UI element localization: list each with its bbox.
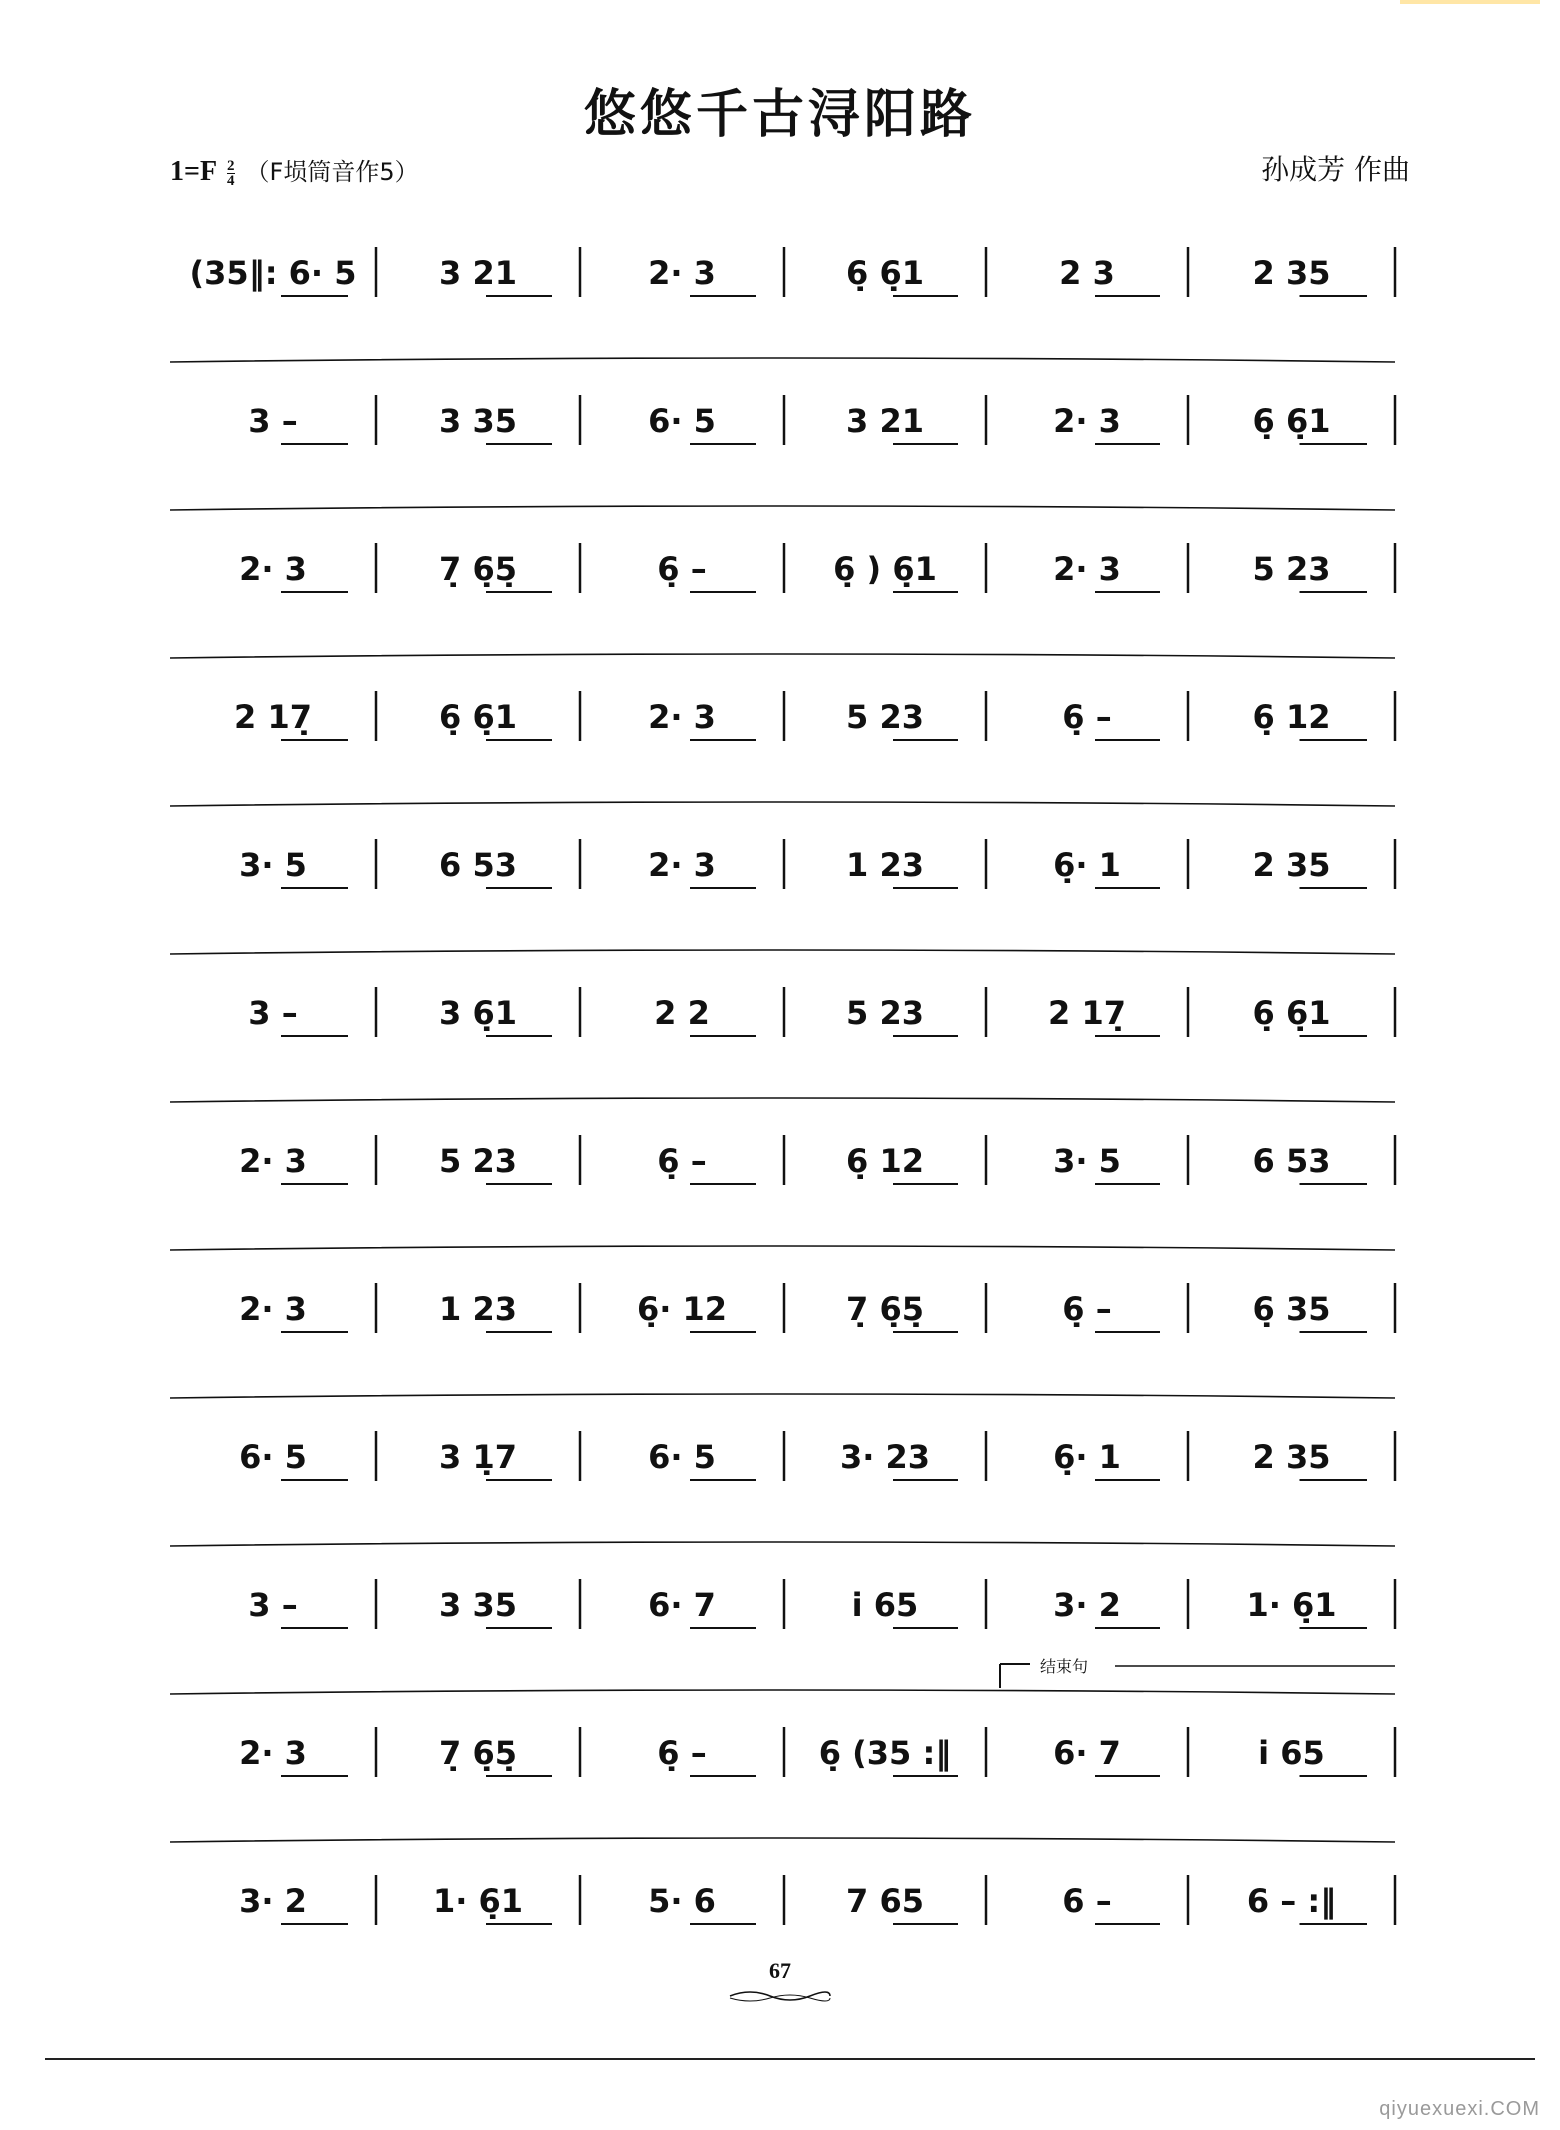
measure-notes: 3· 2	[239, 1882, 307, 1920]
measure-notes: 2· 3	[648, 846, 716, 884]
measure-notes: 6̣ 6̣1	[846, 254, 924, 292]
slur	[170, 802, 1395, 806]
time-signature-denominator: 4	[227, 173, 235, 190]
measure-notes: 6̣ –	[1062, 1290, 1112, 1328]
slur	[170, 1246, 1395, 1250]
measure-notes: 2· 3	[648, 254, 716, 292]
slur	[170, 654, 1395, 658]
measure-notes: 3· 5	[1053, 1142, 1121, 1180]
measure-notes: 2 2	[654, 994, 710, 1032]
slur	[170, 506, 1395, 510]
measure-notes: 6 53	[439, 846, 517, 884]
measure-notes: 6̣ 6̣1	[1252, 994, 1331, 1032]
measure-notes: 6̣· 12	[636, 1290, 728, 1328]
measure-notes: 6· 5	[648, 402, 716, 440]
measure-notes: 5 23	[1252, 550, 1331, 588]
measure-notes: 5· 6	[648, 1882, 716, 1920]
measure-notes: 3· 23	[839, 1438, 931, 1476]
measure-notes: 2· 3	[239, 1142, 307, 1180]
measure-notes: 2· 3	[239, 550, 307, 588]
key-note: （F埙筒音作5）	[245, 158, 419, 186]
measure-notes: 1· 6̣1	[1246, 1586, 1337, 1624]
measure-notes: 2 17̣	[1048, 994, 1126, 1032]
measure-notes: 5 23	[846, 698, 924, 736]
measure-notes: 6· 5	[239, 1438, 307, 1476]
measure-notes: 2 35	[1252, 846, 1331, 884]
measure-notes: 6̣ –	[657, 1734, 707, 1772]
page-number-text: 67	[769, 1958, 791, 1983]
slur	[170, 1394, 1395, 1398]
composer: 孙成芳 作曲	[1261, 153, 1410, 186]
song-title: 悠悠千古浔阳路	[583, 84, 976, 145]
measure-notes: 6̣ –	[657, 1142, 707, 1180]
measure-notes: 6 – :‖	[1246, 1882, 1337, 1920]
measure-notes: 6· 7	[648, 1586, 716, 1624]
measure-notes: 3 21	[439, 254, 517, 292]
section-label: 结束句	[1040, 1657, 1089, 1676]
measure-notes: 2· 3	[1053, 550, 1121, 588]
measure-notes: 3 1̣7	[439, 1438, 517, 1476]
page-ornament	[725, 1986, 835, 2004]
measure-notes: 6̣ –	[657, 550, 707, 588]
slur	[170, 358, 1395, 362]
measure-notes: 2· 3	[648, 698, 716, 736]
measure-notes: 7̣ 6̣5̣	[439, 1734, 517, 1772]
measure-notes: 6̣ 6̣1	[439, 698, 517, 736]
measure-notes: 6 –	[1062, 1882, 1112, 1920]
measure-notes: 6̣ 12	[1252, 698, 1331, 736]
measure-notes: 2 35	[1252, 1438, 1331, 1476]
measure-notes: 3 21	[846, 402, 924, 440]
measure-notes: 2· 3	[239, 1734, 307, 1772]
measure-notes: 3 –	[248, 1586, 298, 1624]
measure-notes: 3 35	[439, 402, 517, 440]
measure-notes: 1 23	[439, 1290, 517, 1328]
measure-notes: 2 17̣	[234, 698, 312, 736]
watermark: qiyuexuexi.COM	[1379, 2098, 1540, 2120]
slur	[170, 1690, 1395, 1694]
measure-notes: 3 –	[248, 994, 298, 1032]
measure-notes: 5 23	[439, 1142, 517, 1180]
time-signature-numerator: 2	[227, 158, 235, 175]
slur	[170, 950, 1395, 954]
slur	[170, 1542, 1395, 1546]
measure-notes: 6 53	[1252, 1142, 1331, 1180]
measure-notes: 1 23	[846, 846, 924, 884]
measure-notes: 5 23	[846, 994, 924, 1032]
measure-notes: 3 6̣1	[439, 994, 517, 1032]
measure-notes: 2 3	[1059, 254, 1115, 292]
measure-notes: 1· 6̣1	[432, 1882, 524, 1920]
measure-notes: i 65	[1258, 1734, 1325, 1772]
measure-notes: 6· 7	[1053, 1734, 1121, 1772]
measure-notes: 6̣· 1	[1053, 1438, 1121, 1476]
slur	[170, 1098, 1395, 1102]
measure-notes: 6̣ (35 :‖	[818, 1734, 952, 1772]
key-label: 1=F	[170, 156, 217, 187]
measure-notes: 6̣· 1	[1053, 846, 1121, 884]
measure-notes: 2· 3	[1053, 402, 1121, 440]
measure-notes: 6̣ ) 6̣1	[833, 550, 937, 588]
measure-notes: 6· 5	[648, 1438, 716, 1476]
page-number	[0, 1958, 1560, 2010]
measure-notes: 2 35	[1252, 254, 1331, 292]
slur	[170, 1838, 1395, 1842]
measure-notes: 3· 2	[1053, 1586, 1121, 1624]
measure-notes: 7 65	[846, 1882, 924, 1920]
measure-notes: 7̣ 6̣5̣	[846, 1290, 924, 1328]
measure-notes: 6̣ 12	[846, 1142, 924, 1180]
measure-notes: 3· 5	[239, 846, 307, 884]
measure-notes: i 65	[851, 1586, 919, 1624]
measure-notes: 6̣ –	[1062, 698, 1112, 736]
measure-notes: (35‖: 6· 5	[189, 254, 357, 292]
measure-notes: 3 –	[248, 402, 298, 440]
measure-notes: 6̣ 6̣1	[1252, 402, 1331, 440]
footer-rule	[45, 2058, 1535, 2060]
measure-notes: 3 35	[439, 1586, 517, 1624]
measure-notes: 2· 3	[239, 1290, 307, 1328]
measure-notes: 6̣ 35	[1252, 1290, 1331, 1328]
measure-notes: 7̣ 6̣5̣	[439, 550, 517, 588]
